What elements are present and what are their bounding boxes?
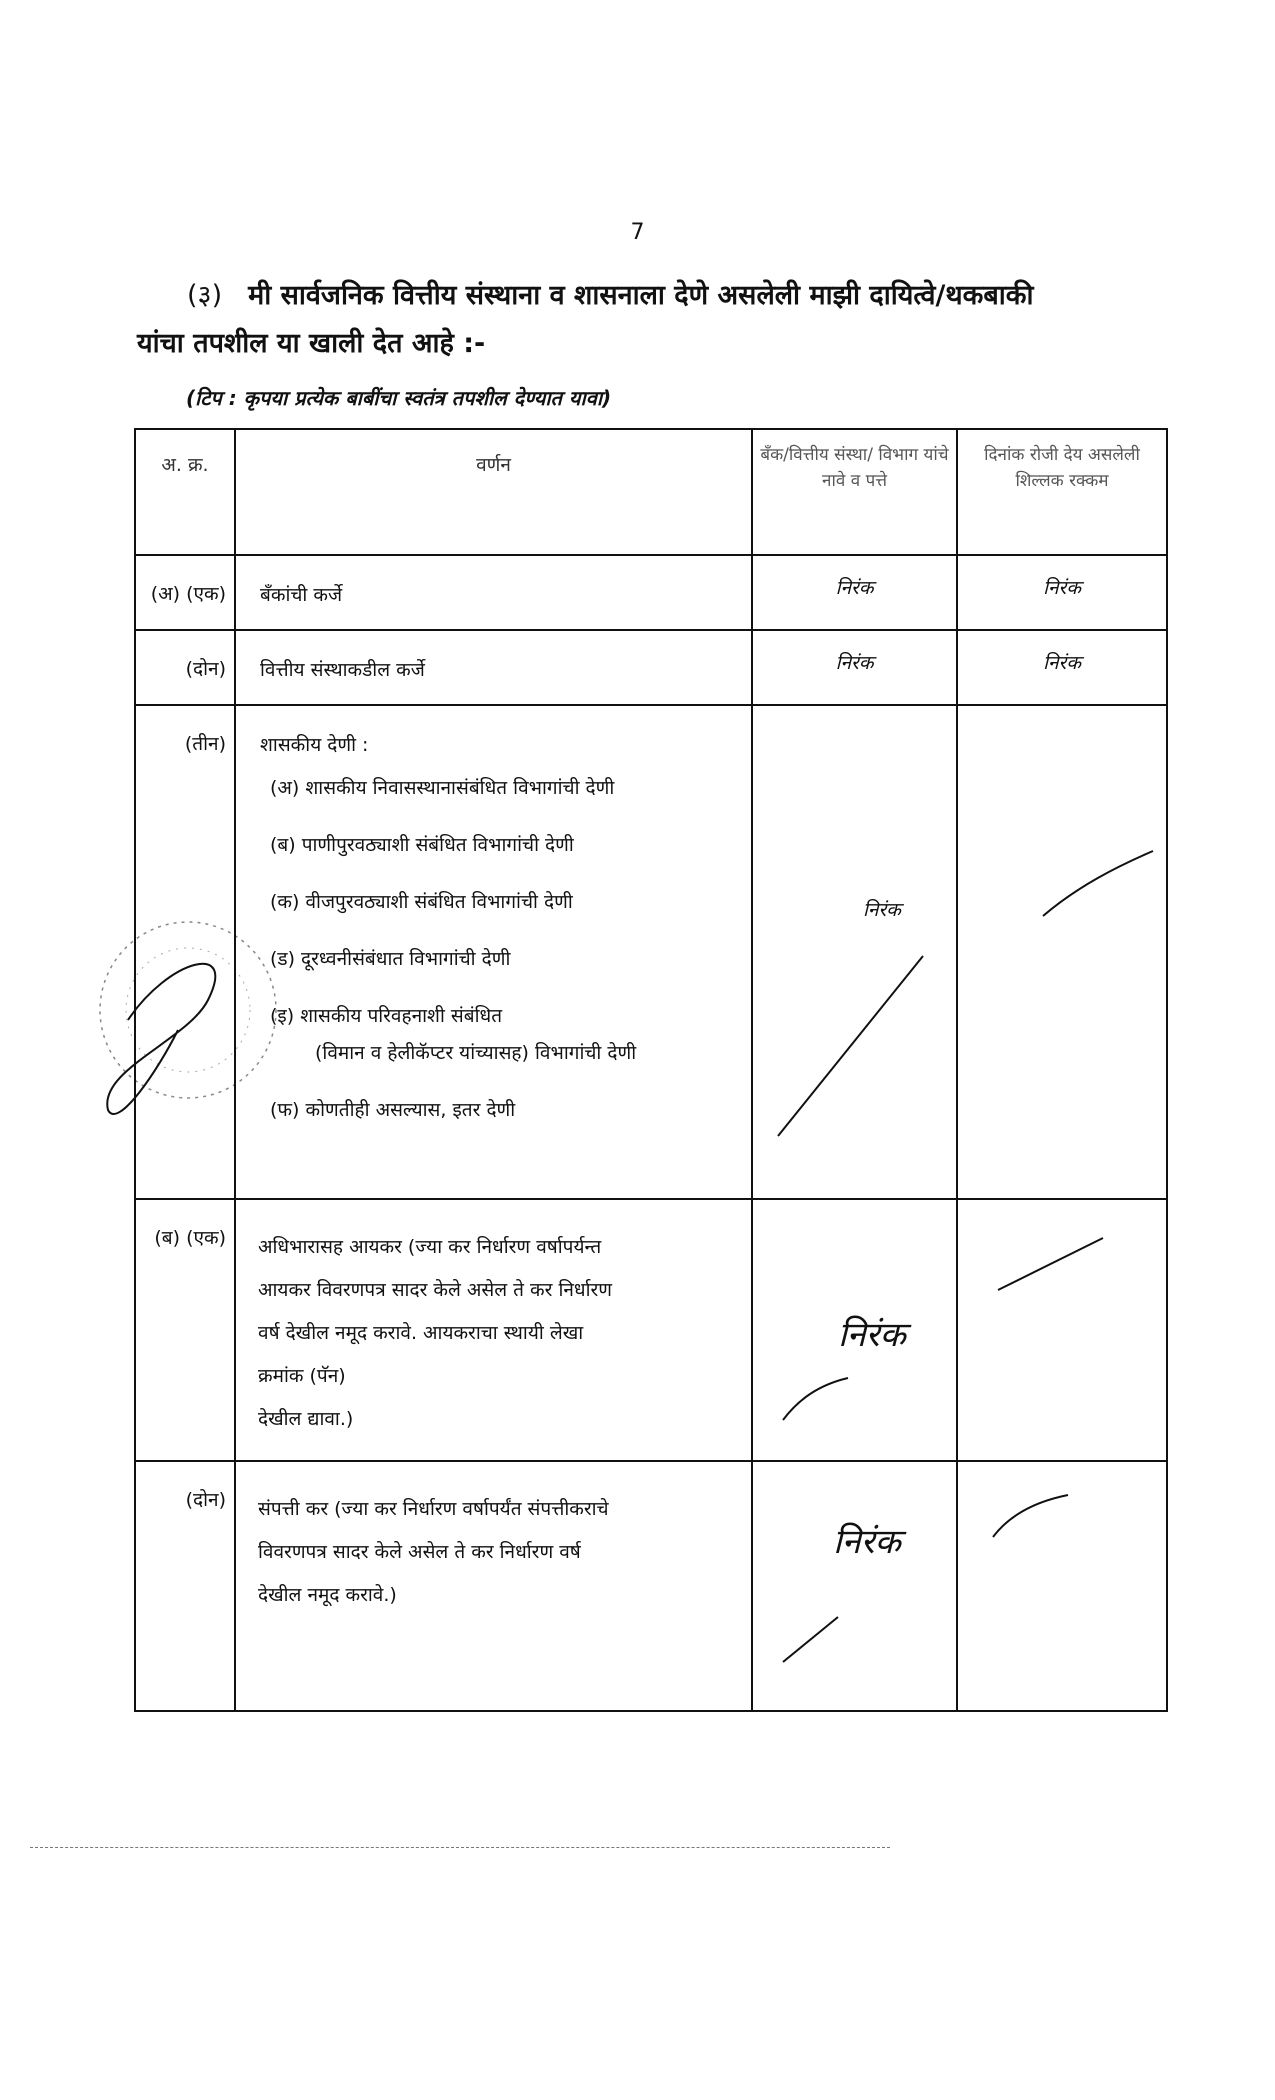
row-institution [752,705,957,1199]
description-line: आयकर विवरणपत्र सादर केले असेल ते कर निर्धारण [258,1279,613,1301]
handwritten-nil: निरंक [863,899,901,921]
row-sr: (दोन) [135,630,235,705]
description-line: विवरणपत्र सादर केले असेल ते कर निर्धारण वर्ष [258,1541,581,1563]
row-balance [957,1461,1167,1711]
row-sr: (दोन) [135,1461,235,1711]
subitem: (अ) शासकीय निवासस्थानासंबंधित विभागांची देणी [270,777,615,799]
section-heading [137,272,1167,368]
government-dues-label: शासकीय देणी : [260,734,369,756]
subitem: (फ) कोणतीही असल्यास, इतर देणी [270,1099,516,1121]
strike-line [988,1487,1078,1547]
table-row [135,1199,1167,1461]
row-description [235,705,752,1199]
subitem: (क) वीजपुरवठ्याशी संबंधित विभागांची देणी [270,891,573,913]
row-institution [752,1199,957,1461]
table-row [135,705,1167,1199]
description-line: देखील नमूद करावे.) [258,1584,397,1606]
strike-line [993,1230,1113,1300]
table-row [135,630,1167,705]
row-sr: (तीन) [135,705,235,1199]
description-line: अधिभारासह आयकर (ज्या कर निर्धारण वर्षापर्यन्त [258,1236,602,1258]
subitem: (ब) पाणीपुरवठ्याशी संबंधित विभागांची देणी [270,834,574,856]
row-description: बँकांची कर्जे [235,555,752,630]
row-balance [957,705,1167,1199]
row-sr: (ब) (एक) [135,1199,235,1461]
section-number: (३) [187,280,223,311]
row-description: वित्तीय संस्थाकडील कर्जे [235,630,752,705]
row-balance [957,1199,1167,1461]
table-row [135,555,1167,630]
row-institution [752,1461,957,1711]
description-line: संपत्ती कर (ज्या कर निर्धारण वर्षापर्यंत संपत्तीकराचे [258,1498,609,1520]
description-line: क्रमांक (पॅन) [258,1365,346,1387]
heading-line-1: मी सार्वजनिक वित्तीय संस्थाना व शासनाला देणे असलेली माझी दायित्वे/थकबाकी [248,280,1034,311]
row-balance: निरंक [957,630,1167,705]
row-description [235,1199,752,1461]
row-balance: निरंक [957,555,1167,630]
description-line: देखील द्यावा.) [258,1408,354,1430]
description-line: वर्ष देखील नमूद करावे. आयकराचा स्थायी लेखा [258,1322,584,1344]
header-balance: दिनांक रोजी देय असलेली शिल्लक रक्कम [957,429,1167,555]
strike-line [1038,846,1158,926]
table-row [135,1461,1167,1711]
row-institution: निरंक [752,630,957,705]
liabilities-table [134,428,1168,1712]
table-header-row [135,429,1167,555]
subitem-continuation: (विमान व हेलीकॅप्टर यांच्यासह) विभागांची देणी [315,1042,637,1064]
strike-line [778,1602,858,1672]
handwritten-nil: निरंक [833,1522,901,1562]
subitem: (ड) दूरध्वनीसंबंधात विभागांची देणी [270,948,511,970]
header-institution: बँक/वित्तीय संस्था/ विभाग यांचे नावे व पत्ते [752,429,957,555]
heading-line-2: यांचा तपशील या खाली देत आहे :- [137,328,486,359]
header-sr-no: अ. क्र. [135,429,235,555]
footer-rule [30,1847,890,1848]
handwritten-nil: निरंक [838,1315,906,1355]
page-number: 7 [630,220,645,245]
instruction-note: (टिप : कृपया प्रत्येक बाबींचा स्वतंत्र तपशील देण्यात यावा) [186,386,612,410]
strike-line [778,1370,858,1430]
row-institution: निरंक [752,555,957,630]
row-description [235,1461,752,1711]
header-description: वर्णन [235,429,752,555]
subitem: (इ) शासकीय परिवहनाशी संबंधित [270,1005,503,1027]
strike-line [773,946,933,1146]
row-sr: (अ) (एक) [135,555,235,630]
